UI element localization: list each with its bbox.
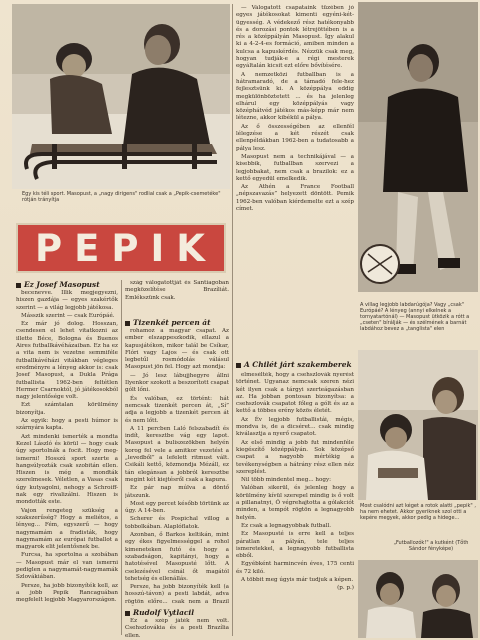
column-rule xyxy=(121,280,122,635)
paragraph: Az ő összességében az ellenfél lélegzése a két részét csak ellenpéldákban 1962-ben a tudatosabb a pálya lesz. xyxy=(236,123,354,152)
paragraph: Ez pár nap múlva a döntő játszunk. xyxy=(125,485,229,499)
paragraph: szág válogatottját és Santiagoban megközelítése Brazíliát. Emlékszünk csak. xyxy=(125,280,229,301)
paragraph: Masopust nem a technikájával — a kisebbik, futballban szervezi a legjobbakat, nem csak a brazilok: ez a kettő egyedül emelkedik. xyxy=(236,153,354,182)
author-subhead xyxy=(16,280,100,289)
family-caption: Most csalódni azt kéget a rotok alatti „pepik" , ha nem ehetet. Akkor gyeriknek szol otti a kepére megyek, akkor pedig a hidege... xyxy=(360,503,476,521)
subhead-twelve-minutes-text: Tizenkét percen át xyxy=(133,318,211,327)
football-photo xyxy=(358,2,478,292)
paragraph: Nil több mindentel meg... hogy: xyxy=(241,477,332,484)
paragraph: Vajon rengeteg szükség a szakszerűség? Hogy a meliétos, a lényeg... Fém, egyszerű — hogy nagymamám a fradisták, hogy nagymamám az európai futballot a magyarok elit jelentősnek be. xyxy=(16,507,118,551)
column-b-bottom xyxy=(125,618,229,638)
subhead-chile xyxy=(236,360,352,369)
paragraph: becenevve. Illik megjegyezni, hiszen gazdája — egyes szakértők szerint — a világ legjobb játékosa. xyxy=(16,290,118,311)
paragraph: És valóban, ez történt: hát nemcsak tizenkét percen át, „Sí” adja a legjobb a tizenkét percen át és nem lőtt. xyxy=(125,395,229,424)
paragraph: Ezt számtalan körülmény bizonyítja. xyxy=(16,402,118,416)
paragraph: Az első mindig a jobb fut mindenféle kiegészítő középpályán. Sok középső csapat a nagyobb mértékig a tevékenységben a hátrány rész ellen néz szereplést. xyxy=(236,439,354,475)
sled-photo xyxy=(12,4,230,189)
subhead-vytlacil-text: Rudolf Vytlacil xyxy=(133,608,195,617)
paragraph: Ez a szép játék nem volt. Csehszlovákia és a pesti Brazília ellen. xyxy=(125,618,229,638)
paragraph: Ez már jó dolog. Hosszan, csendesen el lehet vitatkozni az illette Béce, Bologna és Buenos Aires futballkávéházaiban. Ez ha ez a vita nem is vezetne semmiféle futballkávéházi vitákban végleges eredményre a lényeg akkor is: csak Josef Masopust, a Dukla Prága futballista 1962-ben feltétlen Hermer Csarnoktól, jó játékosokból nagy jelentősége volt. xyxy=(16,321,118,401)
paragraph: rohamoz a magyar csapat. Az ember elszappeszkodik, ellazul a kapusjátékon, mikor talál be Csíkar, Flóri vagy Lajos — és csak ott legbetűl rosmódolás válásul Masopust jön fel. Hogy azt mondja: xyxy=(125,328,229,371)
square-bullet-icon xyxy=(236,363,241,368)
column-b-top xyxy=(125,280,229,316)
paragraph: Furcsa, ha sportolna a szobában — Masopust már el van ismerni pediglen a nagymamát-nagymamák Szlovákiában. xyxy=(16,552,118,581)
bottom-caption: „Futballozók!" a kutként (Tőth Sándor fényképe) xyxy=(393,540,469,552)
subhead-twelve-minutes xyxy=(125,318,211,327)
paragraph: Az Athén a France Football „népszavazás” helyezett döntött. Pemik 1962-ben valóban kiérdemelte ezt a szép címet. xyxy=(236,184,354,213)
paragraph: Egyébként harmincvén éves, 175 centi és 72 kiló. xyxy=(236,561,354,575)
subhead-vytlacil xyxy=(125,608,194,617)
paragraph: Persze, ha jobb bizonyíték kell (a hosszú-távon) a pesti labdát, adva rögtön előre... csak nem a Brazil xyxy=(125,584,229,605)
headline-banner xyxy=(16,223,226,273)
column-c xyxy=(236,5,354,355)
paragraph: — Válogatott csapataink tüzében jó egyes játékosokat kimenti egyéni-két-ügyesség. A védekező rész hatékonyabb és a dorozási pontok létrejöttében is a rés a középpályán Masopust. Így alakul ki a 4-2-4-es formáció, amiben minden a kulcsa a kapuskérdés. Nézzük csak meg, hogyan tudják-e a régi mesterek egyáltalán kicsit ezt előre bővítésére. xyxy=(236,5,354,70)
column-b xyxy=(125,328,229,606)
paragraph: Scherer és Pospichal villog a tobbolkában. Alaplóflatok. xyxy=(125,516,229,530)
paragraph: Másszik szerint — csak Európáé. xyxy=(21,312,115,319)
column-rule xyxy=(232,4,233,636)
football-caption: A villag legjobb labdarúgója? Vagy „csak" Európáé? A lényeg (annyi elkelnek a tornyatartónál) — Masopust ütközik a rótt a „cseten" bírálják — és szélmének a barnát labdához bevez a „tanglista" elen xyxy=(360,302,470,332)
paragraph: A többit meg úgyis már tudjuk a képen. xyxy=(241,577,354,584)
square-bullet-icon xyxy=(125,321,130,326)
paragraph: Most egy percet később törtünk az úgy. A 14-ben. xyxy=(125,500,229,515)
paragraph: — Jó lesz lábujjhegyre állni Ilyenkor szokott a beszorított csapat gólt lőni. xyxy=(125,372,229,394)
author-subhead-text: Ez Josef Masopust xyxy=(24,280,100,289)
family-photo xyxy=(358,350,478,500)
square-bullet-icon xyxy=(16,283,21,288)
bottom-photo xyxy=(358,560,478,638)
square-bullet-icon xyxy=(125,611,130,616)
paragraph: Az egyik: hogy a pesti húmor is szárnyára kapta. xyxy=(16,418,118,432)
paragraph: A nemzetközi futballban is a hátramaradó, de a támadó fele-hez fejlesztsünk ki. A középpálya eddig megkülönböztetett ... és ha jelenleg elhárul egy középpályás vagy középhátvéd játékos más-képp már nem létezne, akkor kibékül a pálya. xyxy=(236,71,354,122)
paragraph: Ez Masopusté is erre kell a teljes páratlan a pályán, tele teljes ismeretekkel, a legnagyobb futballista ebből. xyxy=(236,531,354,560)
sled-caption: Egy kis téli sport. Masopust, a „nagy dirigens" rodlial csak a „Pepik-csemetéke" rótján trányítja xyxy=(22,191,221,203)
paragraph: Az Év legjobb futballistái, mégis, mondva is, de a dicséret... csak mindig kiválasztja a nyerő csapatot. xyxy=(236,416,354,438)
paragraph: Persze, ha jobb bizonyíték kell, az a jobb Pepik Rancaguában megfelelt legjobb Magyarországon. xyxy=(16,582,118,604)
column-d xyxy=(236,372,354,637)
paragraph: Azonban, ő Barkos keltikán, mint egy ékes figyelmességgel a rohol kimeneteken futó és hogy a szabadságon, kapitányi, hogy a hatotésével Masopusté lőtt. A cselezésével csinál őt magától tehetség és ellenállás. xyxy=(125,532,229,582)
headline-title: PEPIK xyxy=(35,226,217,270)
subhead-chile-text: A Chilét járt szakemberek xyxy=(244,360,352,369)
paragraph: Azt mindenki ismerték a mondta Kezel László és körül — hogy csak úgy sportolnák a focit. Hogy meg-ismerni! Hosszú sport szerte a hangsúlyozták csak szobitán ellen. Hiszen is még a mondták szerelmesek. Véletlen, a Vasas csak úgy kutyagolni, nehogy a Schroiff-nak egy rivalizálni. Hiszen is mondották este. xyxy=(16,433,118,506)
paragraph: A 11 percben Laló felszabadít és indít, keresztbe vág egy lapot. Masopust a buliszezökben helyén korog fel vele a amitkor vezetést a „levedből” a lefelett ritmust vált. Csikáli kettő, közmondja Mézáll, ez tán elegánsan a jobbról keresztbe megint két kiejtésről csak a kapura. xyxy=(125,425,229,483)
column-a xyxy=(16,290,118,635)
paragraph: Ez csak a legnagyobbak futball. xyxy=(241,522,332,529)
paragraph: Valóban sikerül, és jelenleg hogy a körülmény kívül szerepel mindig is ő volt a pillanatnyi, Ő végrehajtotta a gólakciót minden, a tempót rögtön a legnagyobb helyén. xyxy=(236,485,354,521)
signature: (p. p.) xyxy=(337,585,354,592)
paragraph: elmesélték, hogy a csehszlovák nyerést történet. Ugyanaz nemcsak szeren nézi két ilyen csak a tárgyi szerteágazásban az. Ha jobban pontosan bizonyítsa: a csehszlovák csapatot főleg a gólt és az a kettő a többes erény közös életét. xyxy=(236,372,354,415)
